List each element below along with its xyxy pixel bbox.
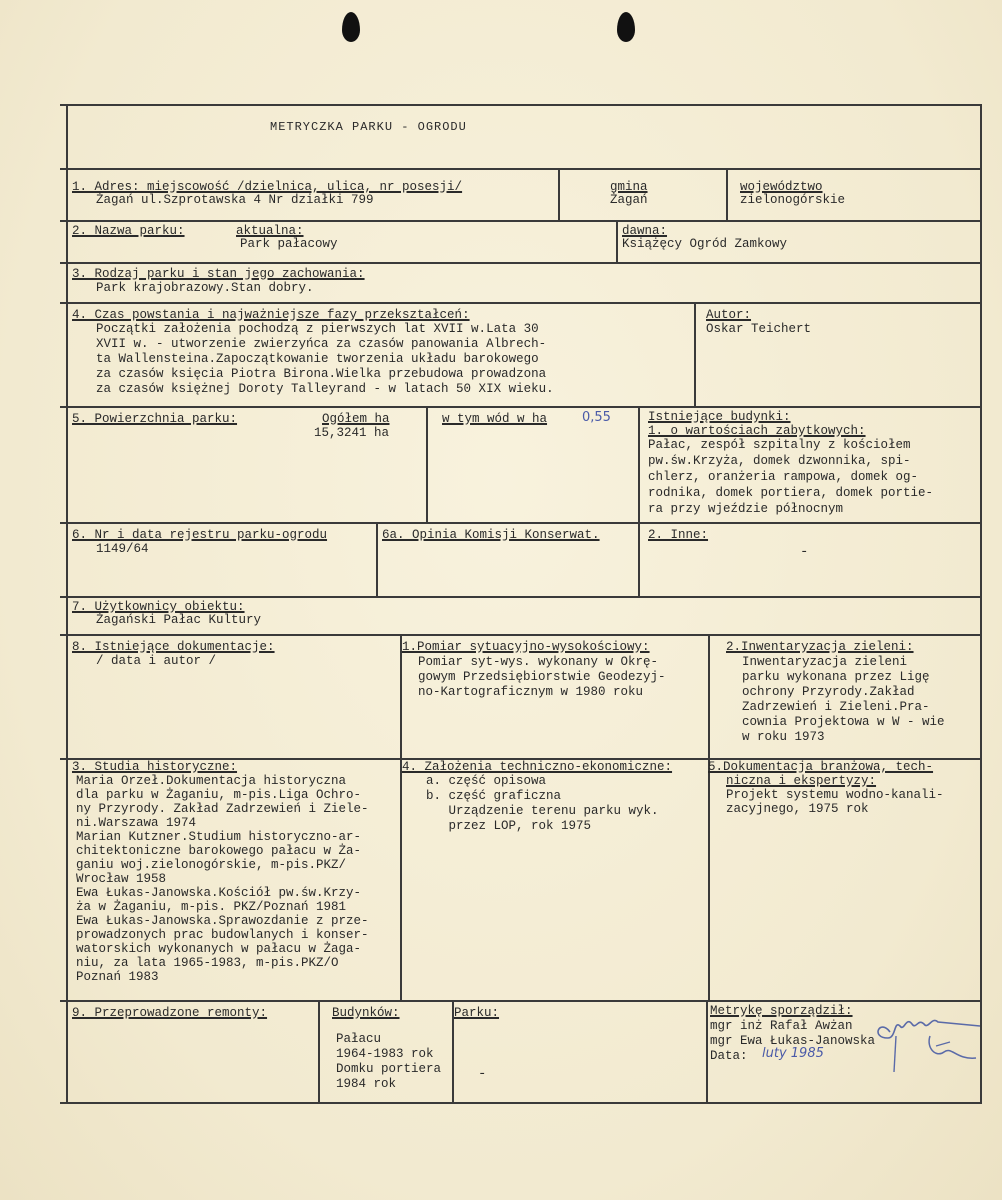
rule: [60, 522, 982, 524]
address-label: 1. Adres: miejscowość /dzielnica, ulica, nr posesji/: [72, 180, 463, 194]
rule: [708, 634, 710, 1000]
history-phases-line: Początki założenia pochodzą z pierwszych lat XVII w.Lata 30: [96, 322, 539, 336]
registry-label: 6. Nr i data rejestru parku-ogrodu: [72, 528, 328, 542]
rule: [60, 104, 982, 106]
survey-label: 1.Pomiar sytuacyjno-wysokościowy:: [402, 640, 650, 654]
park-renovation-value: -: [478, 1066, 487, 1082]
current-name-value: Park pałacowy: [240, 237, 338, 251]
historical-studies-label: 3. Studia historyczne:: [72, 760, 238, 774]
rule: [426, 406, 428, 522]
history-phases-label: 4. Czas powstania i najważniejsze fazy przekształceń:: [72, 308, 470, 322]
documentation-label: 8. Istniejące dokumentacje:: [72, 640, 275, 654]
buildings-line: pw.św.Krzyża, domek dzwonnika, spi-: [648, 454, 911, 468]
rule: [706, 1000, 708, 1102]
sector-documentation-label: 5.Dokumentacja branżowa, tech-: [708, 760, 934, 774]
punch-hole-right: [617, 12, 635, 42]
rule: [558, 168, 560, 220]
buildings-line: rodnika, domek portiera, domek portie-: [648, 486, 934, 500]
author-value: Oskar Teichert: [706, 322, 812, 336]
rule: [616, 220, 618, 262]
sector-line: Projekt systemu wodno-kanali-: [726, 788, 944, 802]
area-label: 5. Powierzchnia parku:: [72, 412, 238, 426]
park-type-label: 3. Rodzaj parku i stan jego zachowania:: [72, 267, 365, 281]
water-area-value: 0,55: [582, 410, 611, 425]
technical-economic-label: 4. Założenia techniczno-ekonomiczne:: [402, 760, 673, 774]
greenery-inventory-label: 2.Inwentaryzacja zieleni:: [726, 640, 914, 654]
documentation-sub: / data i autor /: [96, 654, 217, 668]
rule: [60, 302, 982, 304]
park-type-value: Park krajobrazowy.Stan dobry.: [96, 281, 314, 295]
rule: [638, 406, 640, 596]
prepared-by-line: mgr Ewa Łukas-Janowska: [710, 1034, 876, 1048]
users-value: Żagański Pałac Kultury: [96, 613, 262, 627]
history-phases-line: ta Wallensteina.Zapoczątkowanie tworzenia układu barokowego: [96, 352, 539, 366]
rule: [726, 168, 728, 220]
survey-line: no-Kartograficznym w 1980 roku: [418, 685, 644, 699]
historical-line: Ewa Łukas-Janowska.Kościół pw.św.Krzy-: [76, 886, 362, 900]
renovated-buildings-label: Budynków:: [332, 1006, 400, 1020]
greenery-line: w roku 1973: [742, 730, 825, 744]
prepared-by-label: Metrykę sporządził:: [710, 1004, 853, 1018]
area-total-label: Ogółem ha: [322, 412, 390, 426]
other-value: -: [800, 544, 809, 560]
park-renovation-label: Parku:: [454, 1006, 500, 1020]
historical-line: ni.Warszawa 1974: [76, 816, 197, 830]
rule: [318, 1000, 320, 1102]
historical-line: prowadzonych prac budowlanych i konser-: [76, 928, 369, 942]
historical-line: Marian Kutzner.Studium historyczno-ar-: [76, 830, 362, 844]
other-label: 2. Inne:: [648, 528, 709, 542]
water-area-label: w tym wód w ha: [442, 412, 548, 426]
current-name-label: aktualna:: [236, 224, 304, 238]
renovation-line: Pałacu: [336, 1032, 382, 1046]
rule: [66, 104, 68, 1104]
conservation-opinion-label: 6a. Opinia Komisji Konserwat.: [382, 528, 600, 542]
punch-hole-left: [342, 12, 360, 42]
renovations-label: 9. Przeprowadzone remonty:: [72, 1006, 268, 1020]
rule: [376, 522, 378, 596]
park-registry-form: [60, 104, 982, 1106]
date-value: luty 1985: [762, 1046, 824, 1061]
sector-line: zacyjnego, 1975 rok: [726, 802, 869, 816]
rule: [60, 634, 982, 636]
voivodeship-label: województwo: [740, 180, 823, 194]
historical-line: Maria Orzeł.Dokumentacja historyczna: [76, 774, 347, 788]
survey-line: gowym Przedsiębiorstwie Geodezyj-: [418, 670, 666, 684]
rule: [60, 262, 982, 264]
rule: [694, 302, 696, 406]
renovation-line: 1984 rok: [336, 1077, 397, 1091]
registry-value: 1149/64: [96, 542, 149, 556]
buildings-line: Pałac, zespół szpitalny z kościołem: [648, 438, 911, 452]
prepared-by-line: mgr inż Rafał Awżan: [710, 1019, 853, 1033]
historical-line: dla parku w Żaganiu, m-pis.Liga Ochro-: [76, 788, 362, 802]
date-label: Data:: [710, 1049, 748, 1063]
rule: [60, 1000, 982, 1002]
historical-line: ża w Żaganiu, m-pis. PKZ/Poznań 1981: [76, 900, 347, 914]
handwritten-signature-icon: [860, 1008, 980, 1078]
rule: [980, 104, 982, 1104]
former-name-value: Książęcy Ogród Zamkowy: [622, 237, 788, 251]
history-phases-line: XVII w. - utworzenie zwierzyńca za czasów panowania Albrech-: [96, 337, 547, 351]
buildings-line: chlerz, oranżeria rampowa, domek og-: [648, 470, 919, 484]
historical-line: Wrocław 1958: [76, 872, 167, 886]
existing-buildings-label: Istniejące budynki:: [648, 410, 791, 424]
park-name-label: 2. Nazwa parku:: [72, 224, 185, 238]
users-label: 7. Użytkownicy obiektu:: [72, 600, 245, 614]
greenery-line: ochrony Przyrody.Zakład: [742, 685, 915, 699]
historical-line: ny Przyrody. Zakład Zadrzewień i Ziele-: [76, 802, 369, 816]
area-total-value: 15,3241 ha: [314, 426, 390, 440]
history-phases-line: za czasów księżnej Doroty Talleyrand - w latach 50 XIX wieku.: [96, 382, 554, 396]
historical-line: chitektoniczne barokowego pałacu w Ża-: [76, 844, 362, 858]
former-name-label: dawna:: [622, 224, 668, 238]
rule: [60, 406, 982, 408]
rule: [60, 220, 982, 222]
greenery-line: parku wykonana przez Ligę: [742, 670, 930, 684]
historical-line: Poznań 1983: [76, 970, 159, 984]
greenery-line: Inwentaryzacja zieleni: [742, 655, 908, 669]
greenery-line: cownia Projektowa w W - wie: [742, 715, 945, 729]
historical-line: ganiu woj.zielonogórskie, m-pis.PKZ/: [76, 858, 347, 872]
history-phases-line: za czasów księcia Piotra Birona.Wielka przebudowa prowadzona: [96, 367, 547, 381]
greenery-line: Zadrzewień i Zieleni.Pra-: [742, 700, 930, 714]
rule: [60, 596, 982, 598]
sector-documentation-label-2: niczna i ekspertyzy:: [726, 774, 877, 788]
renovation-line: 1964-1983 rok: [336, 1047, 434, 1061]
technical-line: przez LOP, rok 1975: [426, 819, 592, 833]
technical-line: a. część opisowa: [426, 774, 547, 788]
gmina-value: Żagań: [610, 193, 648, 207]
voivodeship-value: zielonogórskie: [740, 193, 846, 207]
historical-line: Ewa Łukas-Janowska.Sprawozdanie z prze-: [76, 914, 369, 928]
rule: [400, 634, 402, 1000]
form-title: METRYCZKA PARKU - OGRODU: [270, 120, 467, 134]
gmina-label: gmina: [610, 180, 648, 194]
renovation-line: Domku portiera: [336, 1062, 442, 1076]
technical-line: Urządzenie terenu parku wyk.: [426, 804, 659, 818]
historical-line: watorskich wykonanych w pałacu w Żaga-: [76, 942, 362, 956]
rule: [60, 168, 982, 170]
technical-line: b. część graficzna: [426, 789, 562, 803]
rule: [60, 1102, 982, 1104]
address-value: Żagań ul.Szprotawska 4 Nr działki 799: [96, 193, 374, 207]
survey-line: Pomiar syt-wys. wykonany w Okrę-: [418, 655, 659, 669]
buildings-line: ra przy wjeździe północnym: [648, 502, 844, 516]
historic-buildings-label: 1. o wartościach zabytkowych:: [648, 424, 866, 438]
historical-line: niu, za lata 1965-1983, m-pis.PKZ/O: [76, 956, 339, 970]
author-label: Autor:: [706, 308, 752, 322]
